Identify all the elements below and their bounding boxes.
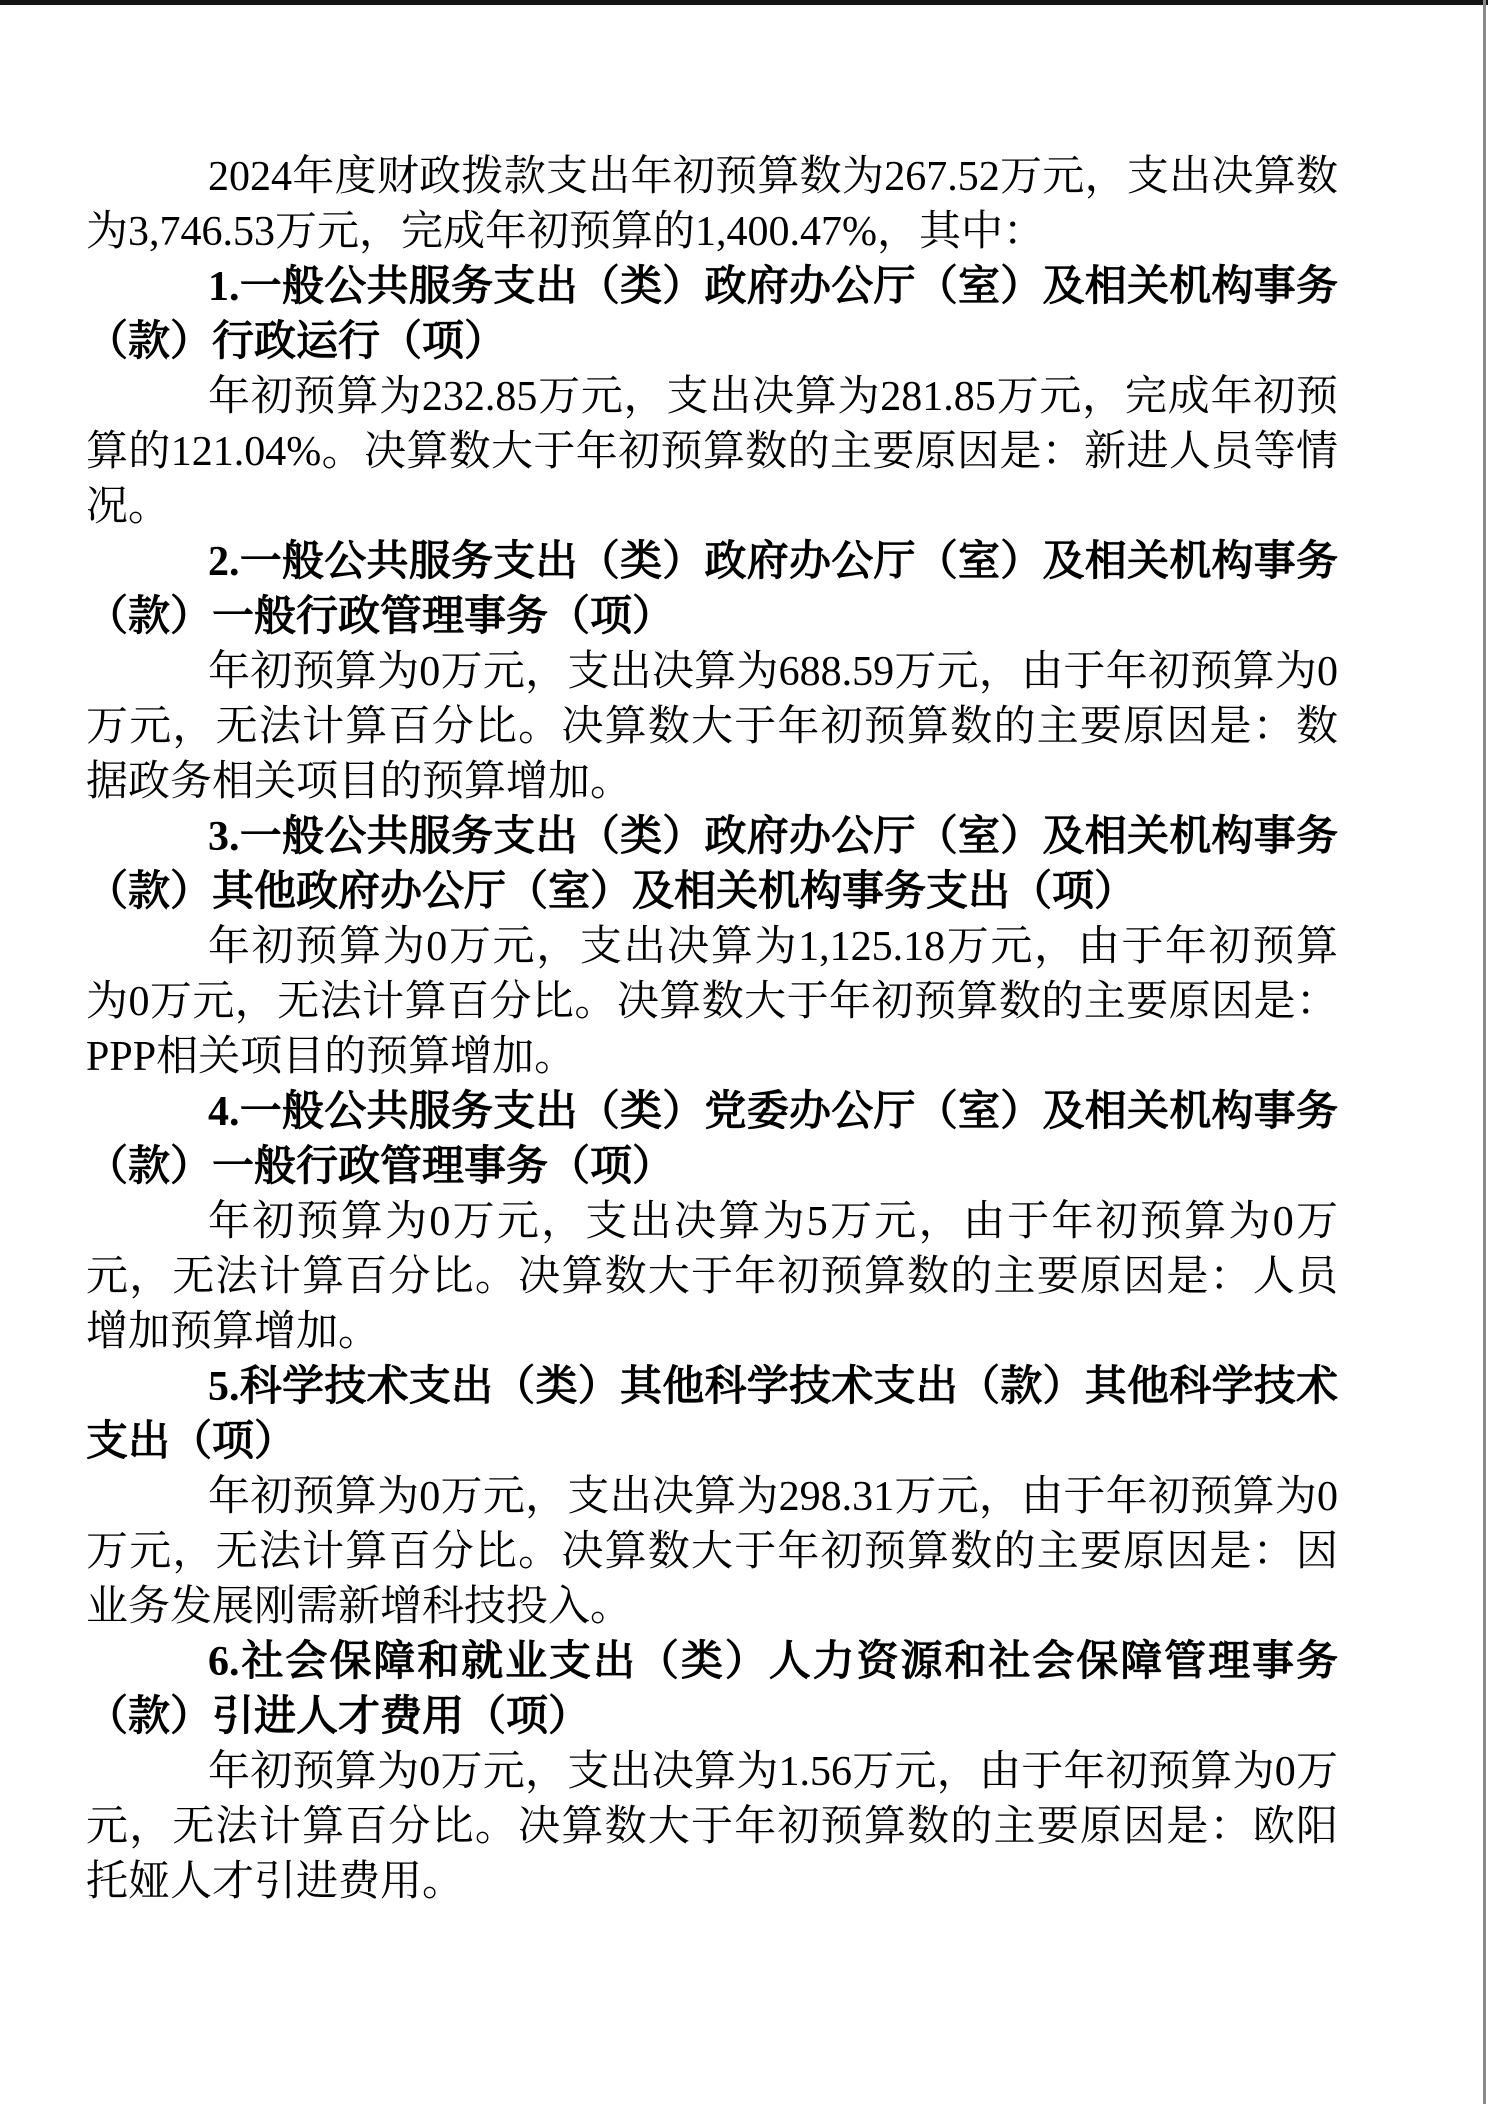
section-heading: 1.一般公共服务支出（类）政府办公厅（室）及相关机构事务（款）行政运行（项） [86,264,1338,365]
body-paragraph: 年初预算为0万元，支出决算为5万元，由于年初预算为0万元，无法计算百分比。决算数大于年初预算数的主要原因是：人员增加预算增加。 [86,1199,1338,1355]
body-paragraph: 2024年度财政拨款支出年初预算数为267.52万元，支出决算数为3,746.53万元，完成年初预算的1,400.47%，其中： [86,154,1338,255]
body-paragraph: 年初预算为0万元，支出决算为1.56万元，由于年初预算为0万元，无法计算百分比。决算数大于年初预算数的主要原因是：欧阳托娅人才引进费用。 [86,1749,1338,1905]
page-right-border [1483,0,1486,2104]
page-top-border [0,0,1488,5]
body-paragraph: 年初预算为0万元，支出决算为1,125.18万元，由于年初预算为0万元，无法计算百分比。决算数大于年初预算数的主要原因是：PPP相关项目的预算增加。 [86,924,1338,1080]
section-heading: 5.科学技术支出（类）其他科学技术支出（款）其他科学技术支出（项） [86,1364,1338,1465]
body-paragraph: 年初预算为0万元，支出决算为298.31万元，由于年初预算为0万元，无法计算百分比。决算数大于年初预算数的主要原因是：因业务发展刚需新增科技投入。 [86,1474,1338,1630]
section-heading: 3.一般公共服务支出（类）政府办公厅（室）及相关机构事务（款）其他政府办公厅（室）及相关机构事务支出（项） [86,814,1338,915]
section-heading: 6.社会保障和就业支出（类）人力资源和社会保障管理事务（款）引进人才费用（项） [86,1639,1338,1740]
body-paragraph: 年初预算为0万元，支出决算为688.59万元，由于年初预算为0万元，无法计算百分比。决算数大于年初预算数的主要原因是：数据政务相关项目的预算增加。 [86,649,1338,805]
section-heading: 2.一般公共服务支出（类）政府办公厅（室）及相关机构事务（款）一般行政管理事务（项） [86,539,1338,640]
document-body [86,150,1338,1910]
section-heading: 4.一般公共服务支出（类）党委办公厅（室）及相关机构事务（款）一般行政管理事务（项） [86,1089,1338,1190]
body-paragraph: 年初预算为232.85万元，支出决算为281.85万元，完成年初预算的121.04%。决算数大于年初预算数的主要原因是：新进人员等情况。 [86,374,1338,530]
